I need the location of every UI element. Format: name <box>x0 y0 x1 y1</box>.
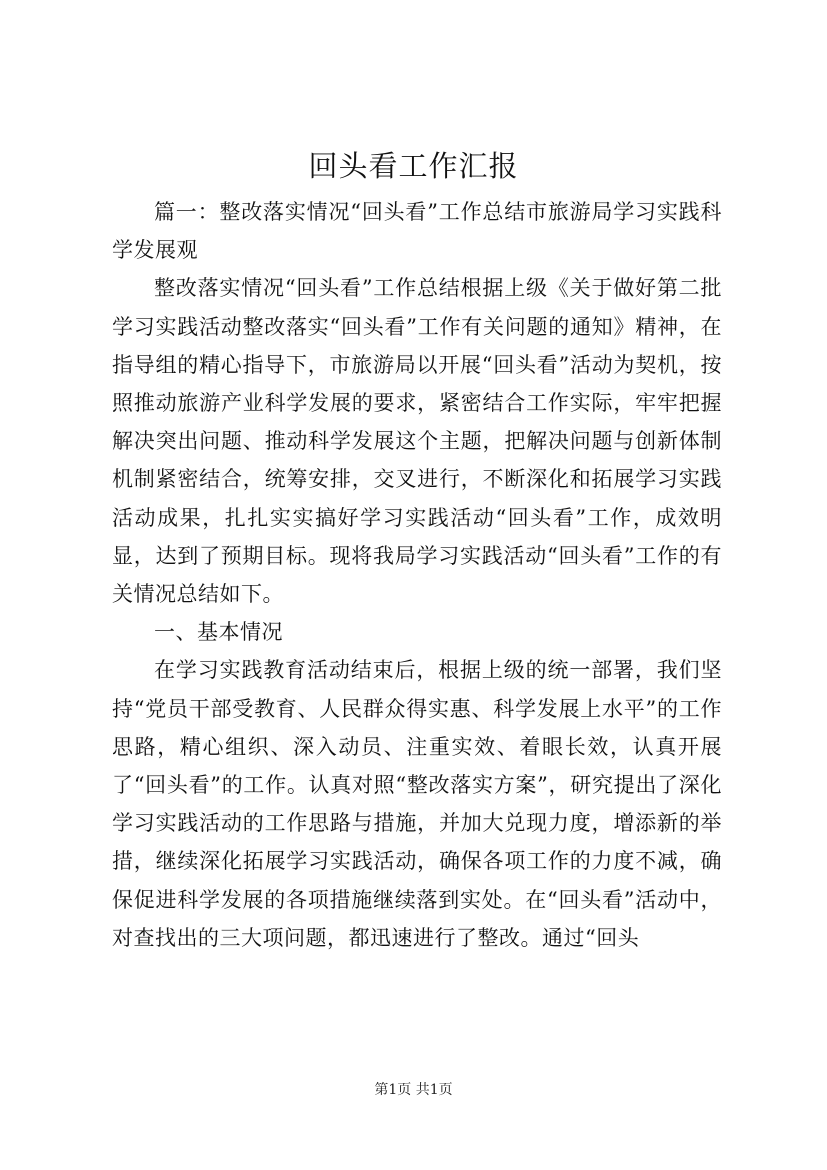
document-body <box>112 193 722 957</box>
paragraph-summary-intro: 整改落实情况“回头看”工作总结根据上级《关于做好第二批学习实践活动整改落实“回头看”工作有关问题的通知》精神，在指导组的精心指导下，市旅游局以开展“回头看”活动为契机，按照推动旅游产业科学发展的要求，紧密结合工作实际，牢牢把握解决突出问题、推动科学发展这个主题，把解决问题与创新体制机制紧密结合，统筹安排，交叉进行，不断深化和拓展学习实践活动成果，扎扎实实搞好学习实践活动“回头看”工作，成效明显，达到了预期目标。现将我局学习实践活动“回头看”工作的有关情况总结如下。 <box>112 276 722 607</box>
document-title: 回头看工作汇报 <box>308 149 519 183</box>
paragraph-heading-part-one: 篇一：整改落实情况“回头看”工作总结市旅游局学习实践科学发展观 <box>112 200 722 263</box>
section-heading-basic-situation: 一、基本情况 <box>154 620 283 645</box>
paragraph-basic-situation: 在学习实践教育活动结束后，根据上级的统一部署，我们坚持“党员干部受教育、人民群众得实惠、科学发展上水平”的工作思路，精心组织、深入动员、注重实效、着眼长效，认真开展了“回头看”的工作。认真对照“整改落实方案”，研究提出了深化学习实践活动的工作思路与措施，并加大兑现力度，增添新的举措，继续深化拓展学习实践活动，确保各项工作的力度不减，确保促进科学发展的各项措施继续落到实处。在“回头看”活动中，对查找出的三大项问题，都迅速进行了整改。通过“回头 <box>112 658 722 950</box>
page-footer: 第1页 共1页 <box>374 1082 453 1098</box>
